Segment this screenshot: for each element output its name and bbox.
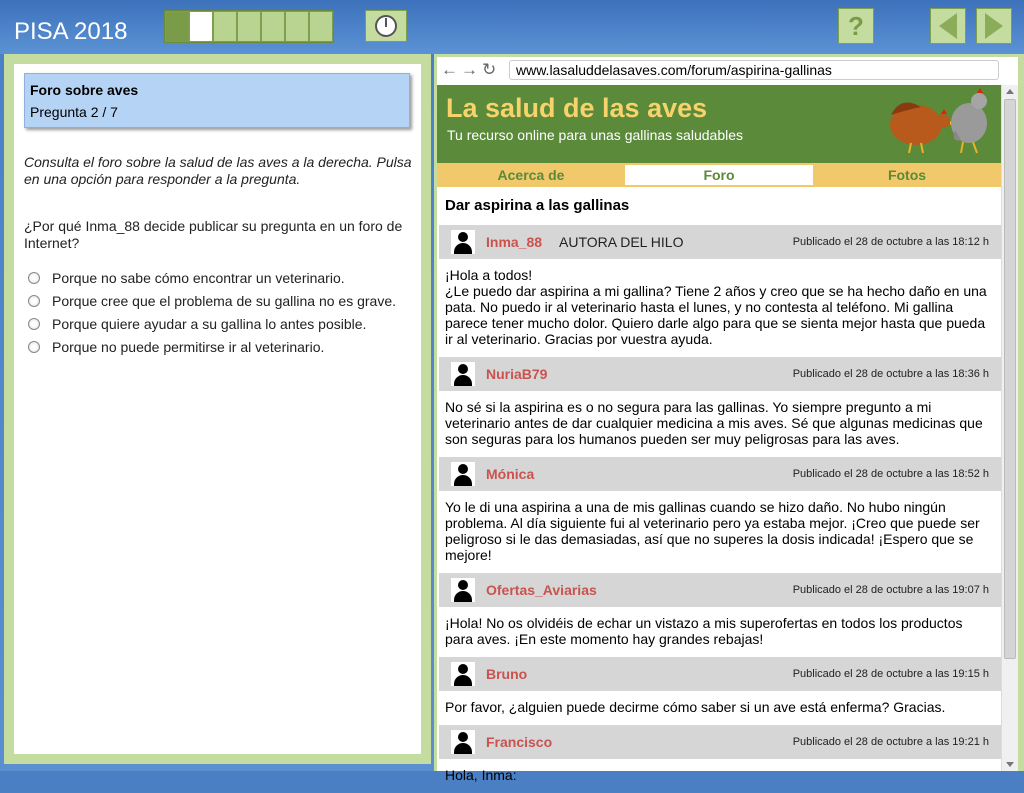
post-timestamp: Publicado el 28 de octubre a las 19:07 h	[792, 584, 989, 596]
user-avatar-icon	[451, 730, 475, 754]
post-author[interactable]: NuriaB79	[486, 366, 548, 382]
option-label[interactable]: Porque quiere ayudar a su gallina lo antes posible.	[52, 315, 367, 332]
arrow-right-icon	[985, 13, 1003, 39]
post-body: ¡Hola! No os olvidéis de echar un vistazo a mis superofertas en todos los productos para aves. ¡En este momento hay grandes rebajas!	[445, 615, 963, 647]
tab-foro[interactable]: Foro	[625, 165, 813, 185]
post-timestamp: Publicado el 28 de octubre a las 18:36 h	[792, 368, 989, 380]
post-body: Por favor, ¿alguien puede decirme cómo saber si un ave está enferma? Gracias.	[445, 699, 946, 715]
next-button[interactable]	[976, 8, 1012, 44]
answer-option[interactable]	[28, 266, 396, 289]
progress-cell	[213, 11, 237, 42]
progress-cell	[309, 11, 333, 42]
radio-button[interactable]	[28, 318, 40, 330]
user-avatar-icon	[451, 578, 475, 602]
post-timestamp: Publicado el 28 de octubre a las 18:12 h	[792, 236, 989, 248]
site-tagline: Tu recurso online para unas gallinas saludables	[447, 127, 743, 143]
question-pane	[4, 54, 431, 764]
timer-icon	[365, 10, 407, 42]
post-timestamp: Publicado el 28 de octubre a las 19:21 h	[792, 736, 989, 748]
question-counter: Pregunta 2 / 7	[30, 104, 118, 120]
post-header	[439, 657, 1001, 691]
question-text: ¿Por qué Inma_88 decide publicar su pregunta en un foro de Internet?	[24, 218, 403, 251]
tab-acerca-de[interactable]: Acerca de	[497, 167, 565, 183]
thread-title: Dar aspirina a las gallinas	[445, 197, 630, 214]
option-label[interactable]: Porque no puede permitirse ir al veterinario.	[52, 338, 325, 355]
post-body: No sé si la aspirina es o no segura para las gallinas. Yo siempre pregunto a mi veterinario antes de dar cualquier medicina a mis aves. Sé que algunas medicinas que son seguras para los humanos pueden ser muy peligrosas para las aves.	[445, 399, 983, 447]
user-avatar-icon	[451, 662, 475, 686]
answer-options	[28, 266, 396, 358]
previous-button[interactable]	[930, 8, 966, 44]
option-label[interactable]: Porque no sabe cómo encontrar un veterinario.	[52, 269, 345, 286]
forum-post	[437, 457, 1001, 573]
radio-button[interactable]	[28, 295, 40, 307]
forum-page	[437, 85, 1001, 793]
arrow-left-icon	[939, 13, 957, 39]
progress-cell	[189, 11, 213, 42]
scroll-up-icon[interactable]	[1006, 89, 1014, 94]
radio-button[interactable]	[28, 272, 40, 284]
site-title: La salud de las aves	[446, 93, 708, 123]
forum-post	[437, 225, 1001, 357]
post-body: Yo le di una aspirina a una de mis gallinas cuando se hizo daño. No hubo ningún problema. Al día siguiente fui al veterinario pero ya estaba mejor. ¡Creo que puede ser peligroso si le das demasiadas, así que no superes la dosis indicada! ¡Espero que se mejore!	[445, 499, 980, 563]
author-role: AUTORA DEL HILO	[559, 234, 684, 250]
post-body: ¡Hola a todos! ¿Le puedo dar aspirina a mi gallina? Tiene 2 años y creo que se ha hecho daño en una pata. No puedo ir al veterinario hasta el lunes, y no contesta al teléfono. Mi gallina parece tener mucho dolor. Quiero darle algo para que se sienta mejor hasta que pueda ir al veterinario. Gracias por vuestra ayuda.	[445, 267, 987, 347]
post-timestamp: Publicado el 28 de octubre a las 19:15 h	[792, 668, 989, 680]
progress-cell	[237, 11, 261, 42]
address-bar[interactable]: www.lasaluddelasaves.com/forum/aspirina-gallinas	[509, 60, 999, 80]
answer-option[interactable]	[28, 312, 396, 335]
progress-cell	[261, 11, 285, 42]
user-avatar-icon	[451, 230, 475, 254]
post-body: Hola, Inma:	[445, 767, 517, 783]
post-author[interactable]: Francisco	[486, 734, 553, 750]
browser-toolbar	[437, 57, 1018, 83]
post-header	[439, 357, 1001, 391]
post-author[interactable]: Ofertas_Aviarias	[486, 582, 597, 598]
post-header	[439, 225, 1001, 259]
scrollbar[interactable]	[1001, 85, 1018, 771]
instructions-text: Consulta el foro sobre la salud de las aves a la derecha. Pulsa en una opción para responder a la pregunta.	[24, 154, 412, 187]
post-author[interactable]: Mónica	[486, 466, 535, 482]
forum-post	[437, 657, 1001, 725]
post-header	[439, 725, 1001, 759]
radio-button[interactable]	[28, 341, 40, 353]
stimulus-pane	[434, 54, 1024, 783]
site-nav-tabs	[437, 163, 1001, 189]
top-bar	[0, 0, 1024, 54]
forum-post	[437, 725, 1001, 793]
unit-title: Foro sobre aves	[30, 82, 139, 98]
post-author[interactable]: Inma_88	[486, 234, 543, 250]
help-button[interactable]: ?	[838, 8, 874, 44]
forum-post	[437, 573, 1001, 657]
option-label[interactable]: Porque cree que el problema de su gallina no es grave.	[52, 292, 396, 309]
post-timestamp: Publicado el 28 de octubre a las 18:52 h	[792, 468, 989, 480]
forward-arrow-icon[interactable]: →	[461, 60, 478, 79]
question-card	[24, 73, 410, 128]
refresh-icon[interactable]: ↻	[482, 60, 497, 79]
tab-fotos[interactable]: Fotos	[887, 167, 927, 183]
progress-cell	[165, 11, 189, 42]
site-header	[437, 85, 1001, 163]
brand-title: PISA 2018	[14, 18, 128, 45]
back-arrow-icon[interactable]: ←	[441, 60, 458, 79]
progress-indicator	[164, 10, 334, 43]
hens-illustration	[861, 85, 1001, 163]
forum-post	[437, 357, 1001, 457]
scroll-thumb[interactable]	[1004, 99, 1016, 659]
progress-cell	[285, 11, 309, 42]
answer-option[interactable]	[28, 289, 396, 312]
browser-window	[437, 57, 1018, 783]
answer-option[interactable]	[28, 335, 396, 358]
user-avatar-icon	[451, 462, 475, 486]
scroll-down-icon[interactable]	[1006, 762, 1014, 767]
post-header	[439, 457, 1001, 491]
post-list	[437, 225, 1001, 793]
user-avatar-icon	[451, 362, 475, 386]
post-header	[439, 573, 1001, 607]
post-author[interactable]: Bruno	[486, 666, 528, 682]
